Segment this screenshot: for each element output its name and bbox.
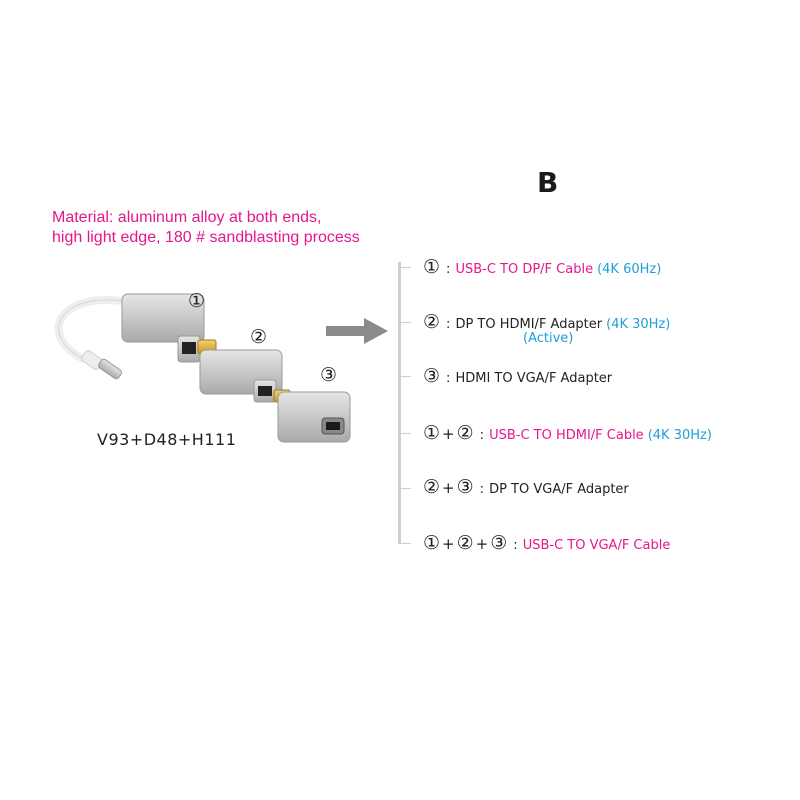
list-tick xyxy=(399,488,411,489)
combination-row-2 xyxy=(423,311,670,333)
row-separator: : xyxy=(479,482,485,497)
list-tick xyxy=(399,376,411,377)
badge-1: ① xyxy=(188,290,206,312)
combination-row-5 xyxy=(423,476,629,498)
row-separator: : xyxy=(479,428,485,443)
list-tick xyxy=(399,433,411,434)
row-name: DP TO HDMI/F Adapter xyxy=(455,317,603,332)
arrow-right-icon xyxy=(326,318,388,344)
row-circle: ③ xyxy=(456,476,474,498)
row-separator: : xyxy=(446,317,451,332)
row-plus: + xyxy=(442,535,455,553)
row-plus: + xyxy=(475,535,489,553)
row-circle: ② xyxy=(456,532,474,554)
row-circle: ② xyxy=(423,311,441,333)
row-circle: ① xyxy=(423,422,441,444)
section-letter: B xyxy=(537,166,559,199)
row-circle: ① xyxy=(423,256,441,278)
row-circle: ② xyxy=(423,476,441,498)
combination-row-3 xyxy=(423,365,612,387)
list-tick xyxy=(399,322,411,323)
row-circle: ③ xyxy=(490,532,508,554)
row-spec: (4K 60Hz) xyxy=(597,262,662,277)
badge-2: ② xyxy=(250,326,268,348)
usb-c-plug-icon xyxy=(80,349,122,380)
row-name: USB-C TO DP/F Cable xyxy=(455,262,594,277)
row-circle: ① xyxy=(423,532,441,554)
usb-c-cable xyxy=(59,300,128,360)
list-tick xyxy=(399,267,411,268)
material-note-line2: high light edge, 180 # sandblasting process xyxy=(52,229,360,246)
material-note xyxy=(52,208,360,248)
row-plus: + xyxy=(442,479,455,497)
row-name: DP TO VGA/F Adapter xyxy=(489,482,629,497)
row-name: HDMI TO VGA/F Adapter xyxy=(455,371,613,386)
row-name: USB-C TO VGA/F Cable xyxy=(522,538,671,553)
row-spec: (4K 30Hz) xyxy=(647,428,712,443)
combination-row-6 xyxy=(423,532,670,554)
row-circle: ③ xyxy=(423,365,441,387)
combination-row-1 xyxy=(423,256,661,278)
list-bracket-line xyxy=(398,262,401,544)
material-note-line1: Material: aluminum alloy at both ends, xyxy=(52,209,322,226)
row-spec-active: (Active) xyxy=(523,331,574,346)
combination-row-4 xyxy=(423,422,712,444)
row-spec: (4K 30Hz) xyxy=(606,317,671,332)
row-separator: : xyxy=(446,371,451,386)
row-name: USB-C TO HDMI/F Cable xyxy=(489,428,644,443)
row-separator: : xyxy=(513,538,518,553)
dp-hdmi-adapter-icon xyxy=(200,350,282,402)
row-separator: : xyxy=(446,262,451,277)
hdmi-vga-adapter-icon xyxy=(278,392,350,442)
model-label: V93+D48+H111 xyxy=(97,430,237,449)
row-circle: ② xyxy=(456,422,474,444)
row-plus: + xyxy=(442,425,455,443)
list-tick xyxy=(399,543,411,544)
badge-3: ③ xyxy=(320,364,338,386)
